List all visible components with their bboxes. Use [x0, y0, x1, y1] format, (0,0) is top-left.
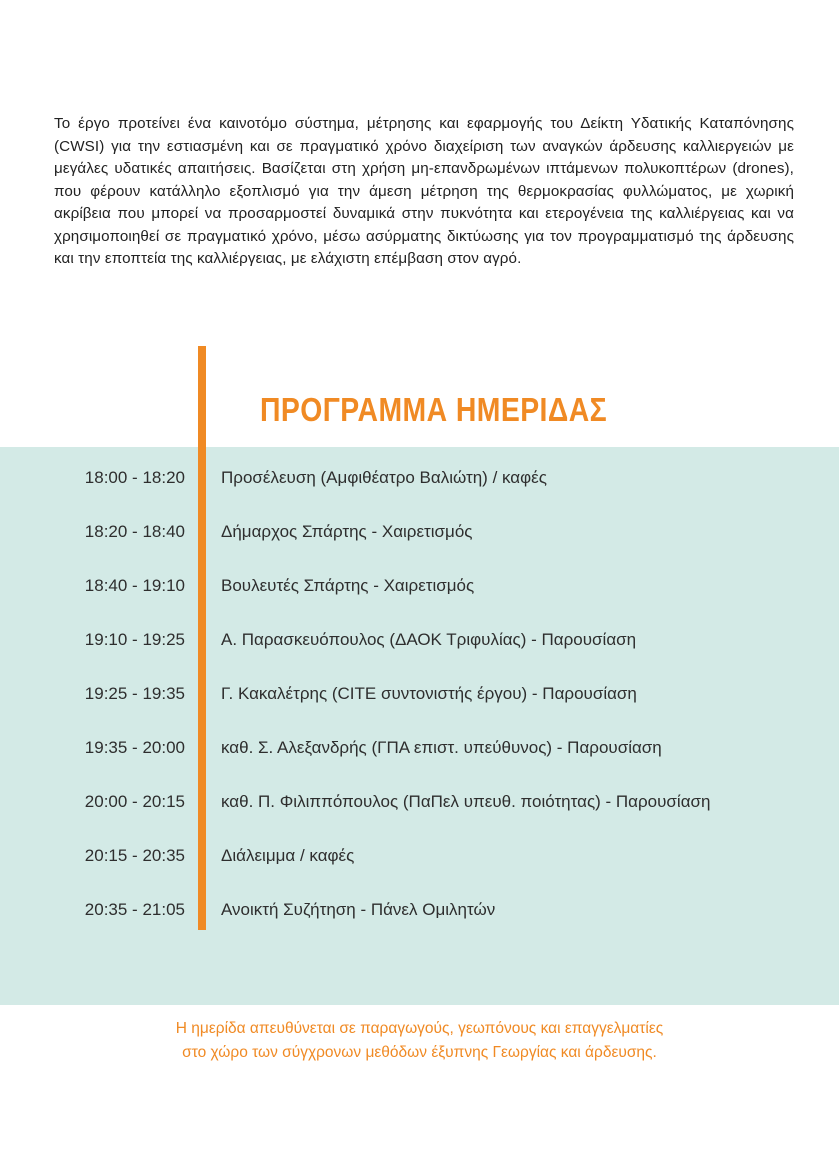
agenda-title: ΠΡΟΓΡΑΜΜΑ ΗΜΕΡΙΔΑΣ: [260, 391, 608, 428]
intro-paragraph: Το έργο προτείνει ένα καινοτόμο σύστημα, μέτρησης και εφαρμογής του Δείκτη Υδατικής Καταπόνησης (CWSI) για την εστιασμένη και σε πραγματικό χρόνο διαχείριση των αναγκών άρδευσης καλλιεργειών με μεγάλες υδατικές απαιτήσεις. Βασίζεται στη χρήση μη-επανδρωμένων ιπτάμενων πολυκοπτέρων (drones), που φέρουν κατάλληλο εξοπλισμό για την άμεση μέτρηση της θερμοκρασίας φυλλώματος, με χωρική ακρίβεια που μπορεί να προσαρμοστεί δυναμικά στην πυκνότητα και ετερογένεια της καλλιέργειας και να χρησιμοποιηθεί σε πραγματικό χρόνο, μέσω ασύρματης δικτύωσης για τον προγραμματισμό της άρδευσης και την εποπτεία της καλλιέργειας, με ελάχιστη επέμβαση στον αγρό.: [54, 115, 794, 267]
agenda-description: Γ. Κακαλέτρης (CITE συντονιστής έργου) - Παρουσίαση: [221, 684, 637, 703]
agenda-time: 20:35 - 21:05: [84, 900, 185, 919]
agenda-description: Δήμαρχος Σπάρτης - Χαιρετισμός: [221, 522, 473, 541]
agenda-time: 20:15 - 20:35: [84, 846, 185, 865]
agenda-time: 18:00 - 18:20: [84, 468, 185, 487]
agenda-row: [0, 462, 839, 494]
agenda-time: 19:25 - 19:35: [84, 684, 185, 703]
agenda-description: Διάλειμμα / καφές: [221, 846, 355, 865]
agenda-description: καθ. Π. Φιλιππόπουλος (ΠαΠελ υπευθ. ποιότητας) - Παρουσίαση: [221, 792, 711, 811]
agenda-row: [0, 624, 839, 656]
agenda-description: Προσέλευση (Αμφιθέατρο Βαλιώτη) / καφές: [221, 468, 547, 487]
agenda-row: [0, 570, 839, 602]
agenda-row: [0, 516, 839, 548]
agenda-row: [0, 786, 839, 818]
footer-line-1: Η ημερίδα απευθύνεται σε παραγωγούς, γεωπόνους και επαγγελματίες: [175, 1020, 664, 1037]
agenda-row: [0, 678, 839, 710]
footer-note: [0, 1017, 839, 1065]
agenda-time: 19:10 - 19:25: [84, 630, 185, 649]
agenda-description: καθ. Σ. Αλεξανδρής (ΓΠΑ επιστ. υπεύθυνος) - Παρουσίαση: [221, 738, 662, 757]
agenda-description: Βουλευτές Σπάρτης - Χαιρετισμός: [221, 576, 475, 595]
agenda-row: [0, 894, 839, 926]
agenda-description: Ανοικτή Συζήτηση - Πάνελ Ομιλητών: [221, 900, 496, 919]
agenda-row: [0, 732, 839, 764]
agenda-time: 20:00 - 20:15: [84, 792, 185, 811]
agenda-row: [0, 840, 839, 872]
agenda-time: 18:40 - 19:10: [84, 576, 185, 595]
agenda-description: Α. Παρασκευόπουλος (ΔΑΟΚ Τριφυλίας) - Παρουσίαση: [221, 630, 637, 649]
footer-line-2: στο χώρο των σύγχρονων μεθόδων έξυπνης Γεωργίας και άρδευσης.: [182, 1044, 657, 1061]
agenda-time: 18:20 - 18:40: [84, 522, 185, 541]
agenda-time: 19:35 - 20:00: [84, 738, 185, 757]
